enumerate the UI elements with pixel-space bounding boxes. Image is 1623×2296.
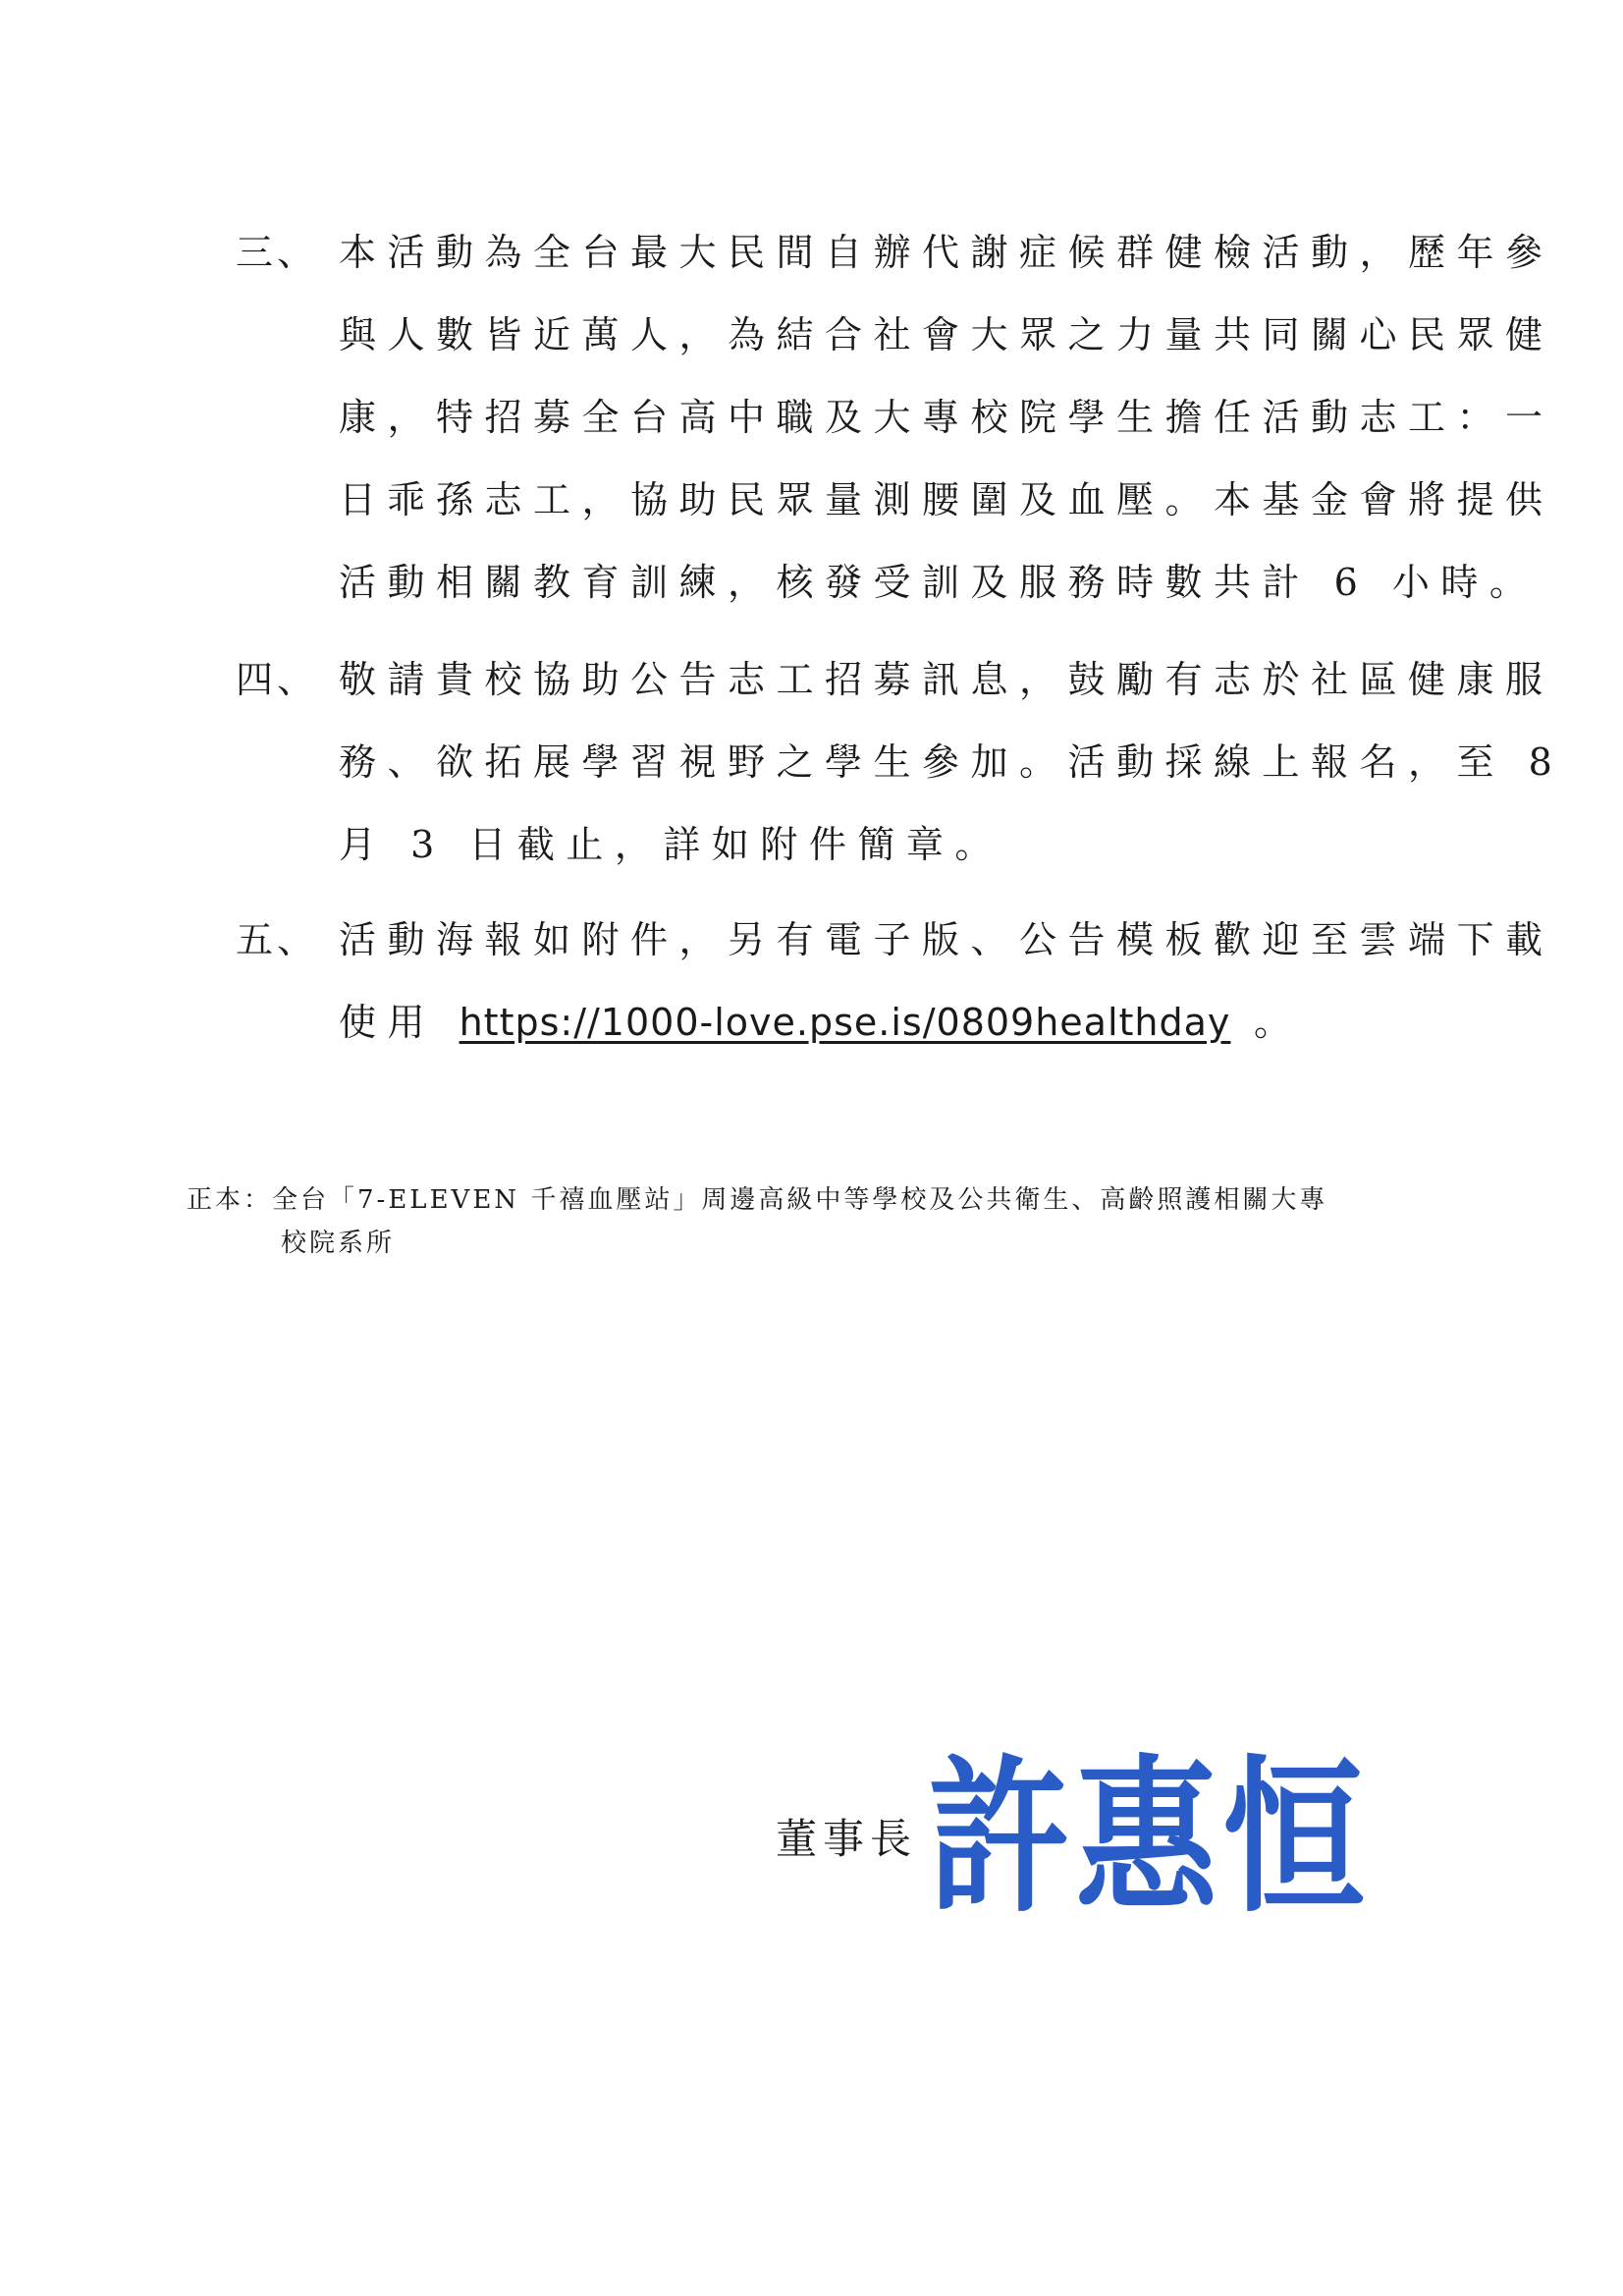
signature-seal [928,1738,1380,1935]
recipients-block [187,1178,1443,1265]
item-line: 務、欲拓展學習視野之學生參加。活動採線上報名，至 8 [339,740,1564,784]
link-suffix: 。 [1230,1001,1303,1044]
link-prefix: 使用 [339,1001,460,1044]
item-line: 活動相關教育訓練，核發受訓及服務時數共計 6 小時。 [339,561,1539,604]
item-line: 日乖孫志工，協助民眾量測腰圍及血壓。本基金會將提供 [339,478,1554,521]
item-line: 活動海報如附件，另有電子版、公告模板歡迎至雲端下載 [339,918,1554,961]
cloud-download-link[interactable]: https://1000-love.pse.is/0809healthday [459,1001,1231,1044]
signatory-title: 董事長 [776,1815,918,1863]
item-line: 本活動為全台最大民間自辦代謝症候群健檢活動，歷年參 [339,231,1554,274]
item-line: 月 3 日截止，詳如附件簡章。 [339,823,1003,866]
item-number: 三、 [236,231,319,274]
item-line: 與人數皆近萬人，為結合社會大眾之力量共同關心民眾健 [339,313,1554,356]
recipients-line-1: 正本：全台「7-ELEVEN 千禧血壓站」周邊高級中等學校及公共衛生、高齡照護相關大專 [187,1185,1328,1215]
item-line: 敬請貴校協助公告志工招募訊息，鼓勵有志於社區健康服 [339,658,1554,701]
recipients-line-2: 校院系所 [281,1229,396,1258]
signature-name: 許惠恒 [928,1739,1370,1936]
item-number: 四、 [236,658,319,701]
item-line: 康，特招募全台高中職及大專校院學生擔任活動志工：一 [339,396,1554,439]
item-number: 五、 [236,918,319,961]
item-line-with-link [339,981,1303,1064]
